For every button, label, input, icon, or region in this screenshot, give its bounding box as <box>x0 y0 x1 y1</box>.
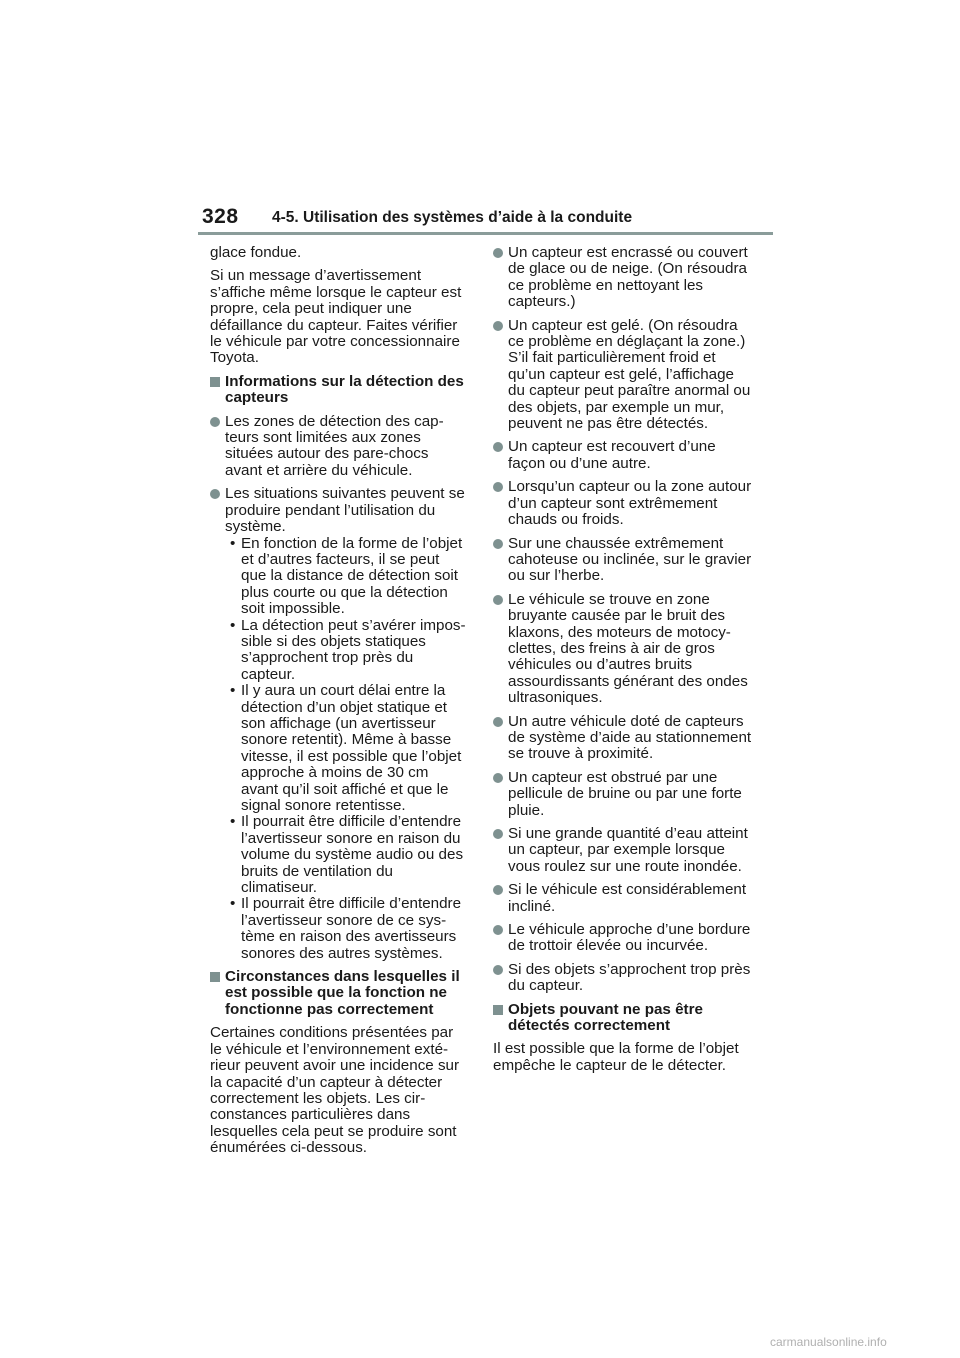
circumstances-paragraph: Certaines conditions présentées par le véhicule et l’environnement extérieur peuvent avoir une incidence sur la capacité d’un capteur à détecter correctement les objets. Les circonstances particulières dans lesquelles cela peut se produire sont énumérées ci-dessous. <box>210 1024 460 1157</box>
circle-bullet-icon <box>493 442 503 452</box>
bullet-item: Un autre véhicule doté de capteurs de système d’aide au stationnement se trouve à proximité. <box>493 714 755 763</box>
bullet-item: Le véhicule approche d’une bordure de trottoir élevée ou incurvée. <box>493 922 755 955</box>
square-bullet-icon <box>210 972 220 982</box>
left-column <box>210 245 468 1164</box>
bullet-item: Un capteur est gelé. (On résoudra ce problème en déglaçant la zone.) S’il fait particulièrement froid et qu’un capteur est gelé, l’affichage du capteur peut paraître anormal ou des objets, par exemple un mur, peuvent ne pas être détectés. <box>493 318 755 433</box>
square-bullet-icon <box>210 377 220 387</box>
bullet-item: Un capteur est encrassé ou couvert de glace ou de neige. (On résoudra ce problème en nettoyant les capteurs.) <box>493 245 755 311</box>
circle-bullet-icon <box>493 885 503 895</box>
sub-item: • Il pourrait être difficile d’entendre l’avertisseur sonore en raison du volume du système audio ou des bruits de ventilation du climatiseur. <box>230 813 464 897</box>
bullet-item: Les zones de détection des capteurs sont limitées aux zones situées autour des pare-chocs avant et arrière du véhicule. <box>210 414 468 480</box>
bullet-item: Les situations suivantes peuvent se produire pendant l’utilisation du système. • En fonction de la forme de l’objet et d’autres facteurs, il se peut que la distance de détection soit plus courte ou que la détection soit impossible. • La détection peut s’avérer impossible si des objets statiques s’approchent trop près du capteur. • Il y aura un court délai entre la détection d’un objet statique et son affichage (un avertisseur sonore retentit). Même à basse vitesse, il est possible que l’objet approche à moins de 30 cm avant qu’il soit affiché et que le signal sonore retentisse. • Il pourrait être difficile d’entendre l’avertisseur sonore en raison du volume du système audio ou des bruits de ventilation du climatiseur. • Il pourrait être difficile d’entendre l’avertisseur sonore de ce système en raison des avertisseurs sonores des autres systèmes. <box>210 486 468 962</box>
circle-bullet-icon <box>210 417 220 427</box>
bullet-item: Un capteur est recouvert d’une façon ou d’une autre. <box>493 439 755 472</box>
circle-bullet-icon <box>493 717 503 727</box>
circle-bullet-icon <box>493 595 503 605</box>
circle-bullet-icon <box>493 965 503 975</box>
circle-bullet-icon <box>493 482 503 492</box>
sub-item: • En fonction de la forme de l’objet et d’autres facteurs, il se peut que la distance de détection soit plus courte ou que la détection soit impossible. <box>230 534 463 618</box>
section-heading-circumstances: Circonstances dans lesquelles il est possible que la fonction ne fonctionne pas correctement <box>210 969 468 1018</box>
circle-bullet-icon <box>493 248 503 258</box>
circle-bullet-icon <box>493 321 503 331</box>
sub-item: • Il y aura un court délai entre la détection d’un objet statique et son affichage (un avertisseur sonore retentit). Même à basse vitesse, il est possible que l’objet approche à moins de 30 cm avant qu’il soit affiché et que le signal sonore retentisse. <box>230 682 462 814</box>
bullet-item: Un capteur est obstrué par une pellicule de bruine ou par une forte pluie. <box>493 770 755 819</box>
right-column <box>493 245 755 1081</box>
header-rule <box>198 232 773 235</box>
bullet-item: Le véhicule se trouve en zone bruyante causée par le bruit des klaxons, des moteurs de motocyclettes, des freins à air de gros véhicules ou d’autres bruits assourdissants générant des ondes ultrasoniques. <box>493 592 755 707</box>
chapter-title: 4-5. Utilisation des systèmes d’aide à la conduite <box>272 209 633 226</box>
page-header <box>198 203 773 235</box>
circle-bullet-icon <box>210 489 220 499</box>
intro-paragraph: Si un message d’avertissement s’affiche même lorsque le capteur est propre, cela peut indiquer une défaillance du capteur. Faites vérifier le véhicule par votre concessionnaire Toyota. <box>210 267 462 367</box>
bullet-item: Sur une chaussée extrêmement cahoteuse ou inclinée, sur le gravier ou sur l’herbe. <box>493 536 755 585</box>
site-watermark: carmanualsonline.info <box>770 1335 887 1349</box>
bullet-item: Si une grande quantité d’eau atteint un capteur, par exemple lorsque vous roulez sur une route inondée. <box>493 826 755 875</box>
circle-bullet-icon <box>493 539 503 549</box>
section-heading-objects: Objets pouvant ne pas être détectés correctement <box>493 1002 755 1035</box>
circle-bullet-icon <box>493 829 503 839</box>
circle-bullet-icon <box>493 925 503 935</box>
bullet-item: Lorsqu’un capteur ou la zone autour d’un capteur sont extrêmement chauds ou froids. <box>493 479 755 528</box>
section-heading-detection: Informations sur la détection des capteurs <box>210 374 468 407</box>
objects-paragraph: Il est possible que la forme de l’objet empêche le capteur de le détecter. <box>493 1040 739 1074</box>
bullet-item: Si le véhicule est considérablement incliné. <box>493 882 755 915</box>
page-number: 328 <box>202 205 239 228</box>
intro-line: glace fondue. <box>210 244 302 261</box>
circle-bullet-icon <box>493 773 503 783</box>
bullet-item: Si des objets s’approchent trop près du capteur. <box>493 962 755 995</box>
square-bullet-icon <box>493 1005 503 1015</box>
sub-item: • La détection peut s’avérer impossible si des objets statiques s’approchent trop près du capteur. <box>230 616 466 683</box>
sub-item: • Il pourrait être difficile d’entendre l’avertisseur sonore de ce système en raison des avertisseurs sonores des autres systèmes. <box>230 895 462 962</box>
